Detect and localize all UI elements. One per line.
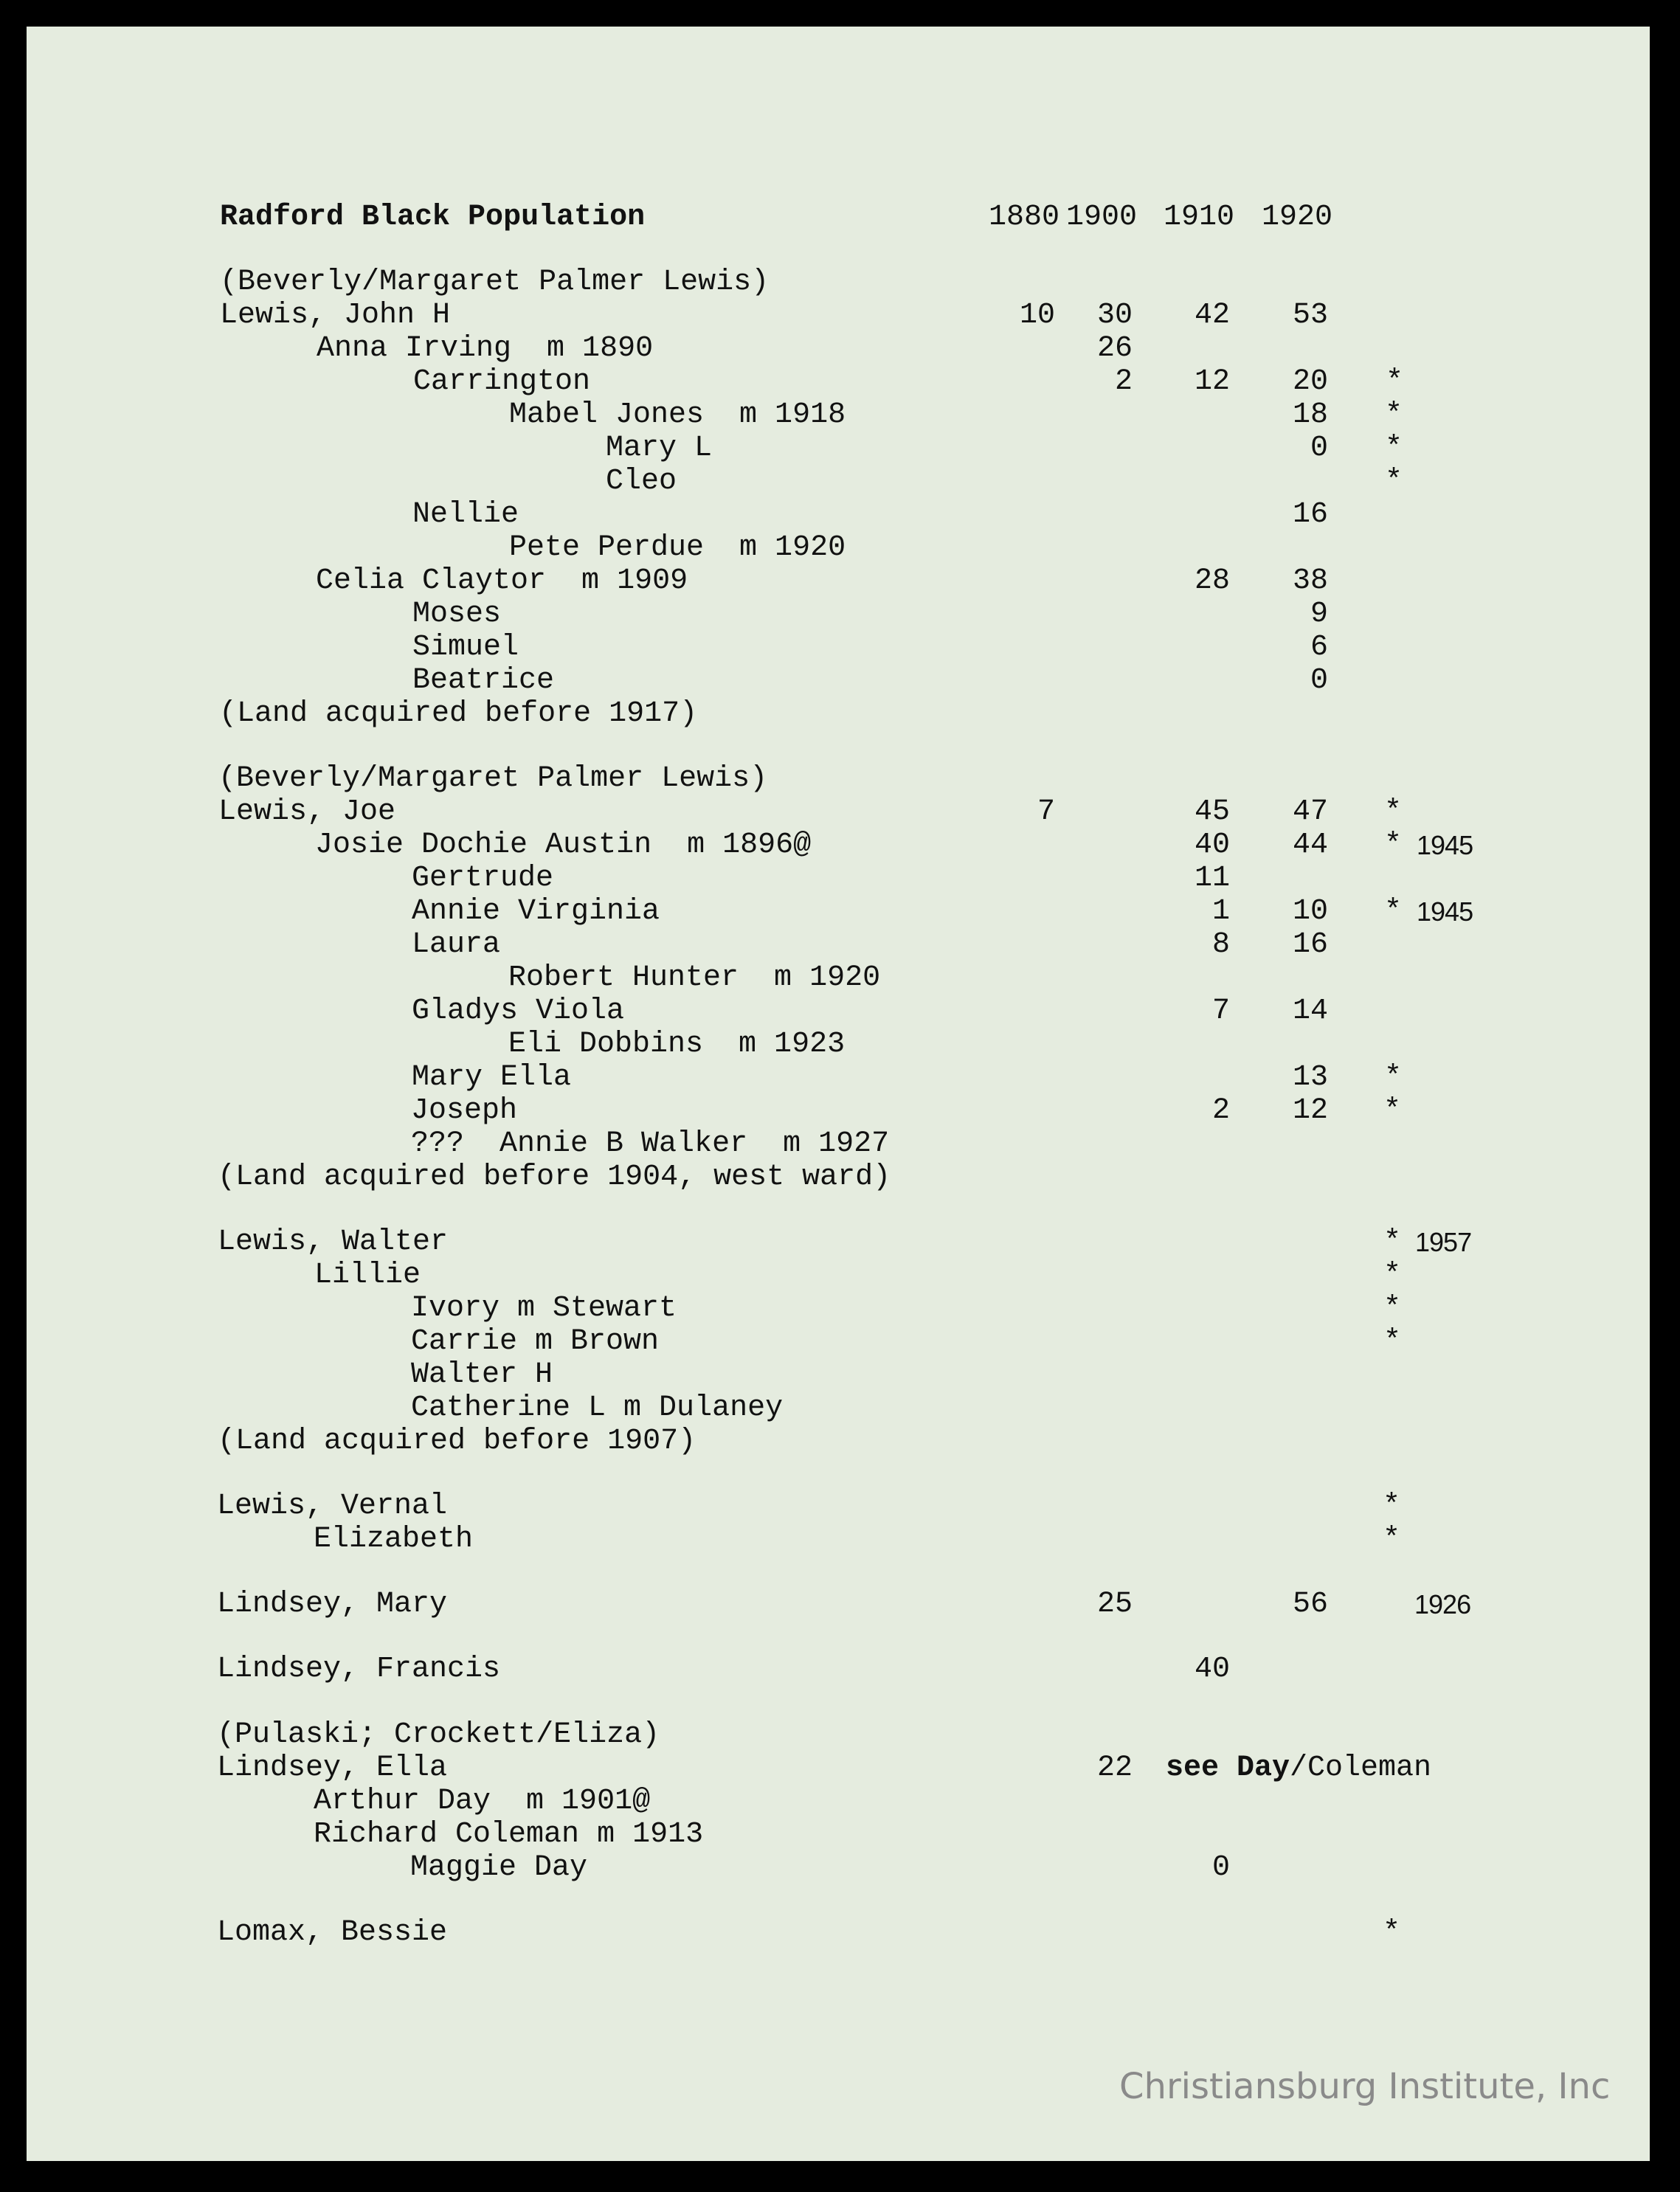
table-row — [0, 564, 1680, 598]
entry-name: Lomax, Bessie — [217, 1916, 448, 1949]
entry-name: Lewis, Walter — [218, 1225, 449, 1259]
table-row — [0, 1425, 1680, 1459]
entry-name: Lindsey, Francis — [217, 1653, 501, 1686]
table-row — [0, 895, 1680, 929]
count-1910: 40 — [1194, 1653, 1230, 1686]
asterisk-marker: * — [1383, 829, 1402, 862]
count-1920: 10 — [1292, 895, 1328, 928]
entry-name: Laura — [412, 928, 501, 961]
count-1880: 7 — [1037, 795, 1055, 829]
table-row — [0, 598, 1680, 632]
count-1920: 53 — [1292, 299, 1328, 332]
entry-name: Anna Irving m 1890 — [317, 332, 654, 365]
entry-name: ??? Annie B Walker m 1927 — [411, 1127, 890, 1161]
entry-name: (Beverly/Margaret Palmer Lewis) — [218, 762, 768, 795]
table-row — [0, 1325, 1680, 1359]
table-row — [0, 995, 1680, 1028]
entry-name: Josie Dochie Austin m 1896@ — [315, 829, 812, 862]
handwritten-year-note: 1957 — [1415, 1227, 1472, 1257]
table-row — [0, 697, 1680, 731]
table-row — [0, 1818, 1680, 1852]
table-row — [0, 1653, 1680, 1687]
table-row — [0, 1490, 1680, 1524]
asterisk-marker: * — [1383, 1259, 1401, 1292]
entry-name: Robert Hunter m 1920 — [508, 961, 881, 995]
asterisk-marker: * — [1383, 1094, 1401, 1127]
table-row — [0, 1851, 1680, 1885]
year-header-1900: 1900 — [1066, 201, 1138, 234]
entry-name: (Beverly/Margaret Palmer Lewis) — [220, 266, 770, 299]
table-row — [0, 1916, 1680, 1950]
entry-name: Mary L — [606, 432, 713, 465]
year-header-1910: 1910 — [1164, 201, 1235, 234]
count-1920: 14 — [1292, 995, 1328, 1028]
count-1900: 30 — [1096, 299, 1133, 332]
entry-name: (Land acquired before 1907) — [218, 1425, 696, 1458]
count-1920: 47 — [1292, 795, 1328, 829]
year-header-1920: 1920 — [1262, 201, 1333, 234]
table-row — [0, 795, 1680, 829]
count-1910: 0 — [1211, 1851, 1230, 1884]
count-1900: 25 — [1096, 1588, 1133, 1621]
table-row — [0, 1523, 1680, 1557]
table-row — [0, 398, 1680, 432]
asterisk-marker: * — [1384, 398, 1403, 432]
handwritten-year-note: 1926 — [1414, 1589, 1471, 1619]
table-row — [0, 1588, 1680, 1622]
count-1910: 11 — [1194, 862, 1230, 895]
entry-name: Eli Dobbins m 1923 — [508, 1028, 846, 1061]
asterisk-marker: * — [1383, 895, 1402, 928]
count-1910: 28 — [1194, 564, 1230, 598]
count-1920: 0 — [1310, 664, 1328, 697]
entry-name: Beatrice — [412, 664, 555, 697]
table-row — [0, 365, 1680, 399]
count-1910: 7 — [1211, 995, 1230, 1028]
count-1920: 18 — [1292, 398, 1328, 432]
entry-name: Lindsey, Mary — [217, 1588, 448, 1621]
entry-name: Lindsey, Ella — [217, 1752, 448, 1785]
table-row — [0, 1292, 1680, 1326]
table-row — [0, 1161, 1680, 1194]
asterisk-marker: * — [1383, 1061, 1402, 1094]
page-title: Radford Black Population — [220, 201, 646, 234]
handwritten-year-note: 1945 — [1417, 830, 1473, 860]
asterisk-marker: * — [1382, 1490, 1400, 1523]
cross-reference-rest: /Coleman — [1290, 1752, 1432, 1785]
count-1910: 1 — [1211, 895, 1230, 928]
table-row — [0, 862, 1680, 896]
entry-name: Elizabeth — [314, 1523, 474, 1556]
count-1880: 10 — [1019, 299, 1055, 332]
count-1920: 12 — [1292, 1094, 1328, 1127]
count-1910: 42 — [1194, 299, 1230, 332]
table-row — [0, 762, 1680, 796]
entry-name: (Pulaski; Crockett/Eliza) — [217, 1718, 660, 1752]
count-1920: 56 — [1292, 1588, 1328, 1621]
count-1920: 16 — [1292, 498, 1328, 531]
count-1910: 12 — [1194, 365, 1230, 398]
count-1920: 44 — [1292, 829, 1328, 862]
table-row — [0, 1752, 1680, 1785]
count-1900: 22 — [1096, 1752, 1133, 1785]
asterisk-marker: * — [1383, 1325, 1401, 1358]
entry-name: (Land acquired before 1904, west ward) — [218, 1161, 891, 1194]
entry-name: Maggie Day — [410, 1851, 588, 1884]
table-row — [0, 1094, 1680, 1128]
count-1910: 40 — [1194, 829, 1230, 862]
table-row — [0, 664, 1680, 698]
asterisk-marker: * — [1383, 1225, 1401, 1259]
count-1920: 13 — [1292, 1061, 1328, 1094]
asterisk-marker: * — [1384, 465, 1403, 498]
table-row — [0, 1259, 1680, 1293]
entry-name: Joseph — [411, 1094, 518, 1127]
count-1920: 20 — [1292, 365, 1328, 398]
year-header-1880: 1880 — [989, 201, 1060, 234]
entry-name: Lewis, Vernal — [217, 1490, 448, 1523]
table-row — [0, 432, 1680, 466]
table-row — [0, 266, 1680, 300]
table-row — [0, 1785, 1680, 1819]
table-row — [0, 1127, 1680, 1161]
count-1910: 45 — [1194, 795, 1230, 829]
table-row — [0, 1358, 1680, 1392]
count-1910: 8 — [1211, 928, 1230, 961]
handwritten-year-note: 1945 — [1417, 896, 1473, 927]
entry-name: Moses — [412, 598, 502, 631]
table-row — [0, 928, 1680, 962]
entry-name: Carrington — [413, 365, 591, 398]
count-1920: 9 — [1310, 598, 1328, 631]
entry-name: Nellie — [412, 498, 519, 531]
entry-name: Simuel — [412, 631, 519, 664]
table-row — [0, 829, 1680, 862]
table-row — [0, 332, 1680, 366]
entry-name: Catherine L m Dulaney — [411, 1391, 784, 1425]
table-row — [0, 1391, 1680, 1425]
entry-name: Pete Perdue m 1920 — [509, 531, 846, 564]
asterisk-marker: * — [1385, 365, 1403, 398]
count-1910: 2 — [1211, 1094, 1230, 1127]
entry-name: Mabel Jones m 1918 — [509, 398, 846, 432]
count-1900: 26 — [1096, 332, 1133, 365]
entry-name: Walter H — [411, 1358, 553, 1391]
asterisk-marker: * — [1382, 1916, 1400, 1949]
entry-name: Gertrude — [412, 862, 554, 895]
count-1920: 0 — [1310, 432, 1328, 465]
count-1920: 16 — [1292, 928, 1328, 961]
entry-name: Lewis, John H — [220, 299, 451, 332]
table-row — [0, 465, 1680, 499]
table-row — [0, 631, 1680, 665]
table-row — [0, 531, 1680, 565]
entry-name: Celia Claytor m 1909 — [316, 564, 688, 598]
entry-name: Richard Coleman m 1913 — [314, 1818, 704, 1851]
cross-reference — [1166, 1752, 1431, 1785]
table-row — [0, 299, 1680, 333]
table-row — [0, 498, 1680, 532]
table-row — [0, 1225, 1680, 1259]
table-row — [0, 1028, 1680, 1062]
asterisk-marker: * — [1384, 432, 1403, 465]
table-row — [0, 1061, 1680, 1095]
entry-name: Ivory m Stewart — [411, 1292, 677, 1325]
asterisk-marker: * — [1382, 1523, 1400, 1556]
entry-name: Lewis, Joe — [218, 795, 396, 829]
entry-name: (Land acquired before 1917) — [219, 697, 698, 730]
header-row — [0, 201, 1680, 235]
watermark: Christiansburg Institute, Inc — [1119, 2066, 1611, 2107]
entry-name: Mary Ella — [412, 1061, 572, 1094]
entry-name: Carrie m Brown — [411, 1325, 660, 1358]
entry-name: Arthur Day m 1901@ — [314, 1785, 651, 1818]
count-1900: 2 — [1114, 365, 1133, 398]
count-1920: 6 — [1310, 631, 1328, 664]
asterisk-marker: * — [1383, 795, 1402, 829]
entry-name: Gladys Viola — [412, 995, 625, 1028]
table-row — [0, 1718, 1680, 1752]
asterisk-marker: * — [1383, 1292, 1401, 1325]
table-row — [0, 961, 1680, 995]
entry-name: Cleo — [606, 465, 677, 498]
entry-name: Annie Virginia — [412, 895, 660, 928]
cross-reference-bold: see Day — [1166, 1752, 1290, 1785]
count-1920: 38 — [1292, 564, 1328, 598]
entry-name: Lillie — [314, 1259, 421, 1292]
